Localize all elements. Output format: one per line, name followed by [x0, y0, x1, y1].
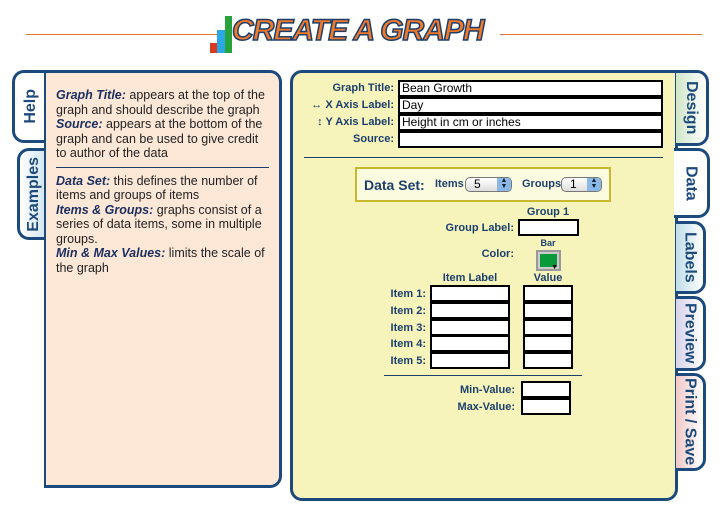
- value-header: Value: [533, 272, 563, 284]
- item-label-input[interactable]: [430, 302, 510, 319]
- item-row-label: Item 5:: [390, 355, 426, 368]
- item-label-input[interactable]: [430, 352, 510, 369]
- item-row-label: Item 4:: [390, 338, 426, 351]
- tab-examples[interactable]: Examples: [17, 148, 47, 240]
- max-value-input[interactable]: [521, 398, 571, 415]
- header-rule-right: [500, 34, 702, 35]
- stepper-arrows-icon: ▲ ▼: [587, 178, 601, 191]
- groups-label: Groups: [522, 178, 562, 190]
- item-value-input[interactable]: [523, 302, 573, 319]
- item-value-input[interactable]: [523, 335, 573, 352]
- group-header: Group 1: [526, 206, 570, 218]
- help-graph-title: Graph Title: appears at the top of the graph and should describe the graph Source: appears at the bottom of the graph and can be used to give credit to author of the data: [56, 88, 265, 160]
- x-axis-input[interactable]: Day: [398, 97, 663, 114]
- tab-help[interactable]: Help: [12, 70, 47, 143]
- min-value-input[interactable]: [521, 381, 571, 398]
- bar-color-picker[interactable]: [536, 250, 561, 271]
- item-label-input[interactable]: [430, 285, 510, 302]
- y-axis-label: ↕ Y Axis Label:: [317, 116, 394, 128]
- item-row-label: Item 1:: [390, 288, 426, 300]
- tab-print-save[interactable]: Print / Save: [676, 373, 706, 471]
- item-value-input[interactable]: [523, 352, 573, 369]
- item-row-label: Item 2:: [390, 304, 426, 317]
- groups-select[interactable]: 1 ▲ ▼: [561, 177, 602, 192]
- item-value-input[interactable]: [523, 319, 573, 336]
- range-divider: [384, 375, 582, 376]
- data-set-title: Data Set:: [364, 177, 425, 193]
- min-value-label: Min-Value:: [459, 384, 515, 396]
- tab-design[interactable]: Design: [676, 70, 709, 146]
- item-label-input[interactable]: [430, 335, 510, 352]
- x-axis-label: ↔ X Axis Label:: [311, 99, 394, 111]
- color-label: Color:: [481, 248, 514, 260]
- header-rule-left: [26, 34, 218, 35]
- item-value-input[interactable]: [523, 285, 573, 302]
- graph-title-input[interactable]: Bean Growth: [398, 80, 663, 97]
- tab-data[interactable]: Data: [674, 148, 710, 218]
- source-label: Source:: [353, 133, 394, 145]
- bar-label: Bar: [540, 238, 556, 248]
- stepper-arrows-icon: ▲ ▼: [497, 178, 511, 191]
- graph-title-label: Graph Title:: [332, 82, 394, 94]
- group-label-input[interactable]: [518, 219, 579, 236]
- group-label-label: Group Label:: [445, 222, 514, 234]
- items-select[interactable]: 5 ▲ ▼: [465, 177, 512, 192]
- help-panel: [44, 70, 282, 488]
- max-value-label: Max-Value:: [457, 401, 515, 413]
- horizontal-arrow-icon: ↔: [311, 99, 323, 111]
- vertical-arrow-icon: ↕: [317, 116, 323, 128]
- form-divider: [304, 157, 663, 158]
- tab-preview[interactable]: Preview: [676, 296, 706, 371]
- help-divider: [56, 167, 269, 168]
- y-axis-input[interactable]: Height in cm or inches: [398, 114, 663, 131]
- item-label-input[interactable]: [430, 319, 510, 336]
- logo-text: CREATE A GRAPH: [232, 14, 484, 47]
- help-data-set: Data Set: this defines the number of items and groups of items Items & Groups: graphs consist of a series of data items, some in multiple groups. Min & Max Values: limits the scale of the graph: [56, 173, 265, 275]
- item-label-header: Item Label: [442, 272, 498, 284]
- items-label: Items: [435, 178, 464, 190]
- dropdown-arrow-icon: ▼: [551, 264, 558, 271]
- tab-labels[interactable]: Labels: [676, 221, 706, 294]
- source-input[interactable]: [398, 131, 663, 148]
- item-row-label: Item 3:: [390, 321, 426, 334]
